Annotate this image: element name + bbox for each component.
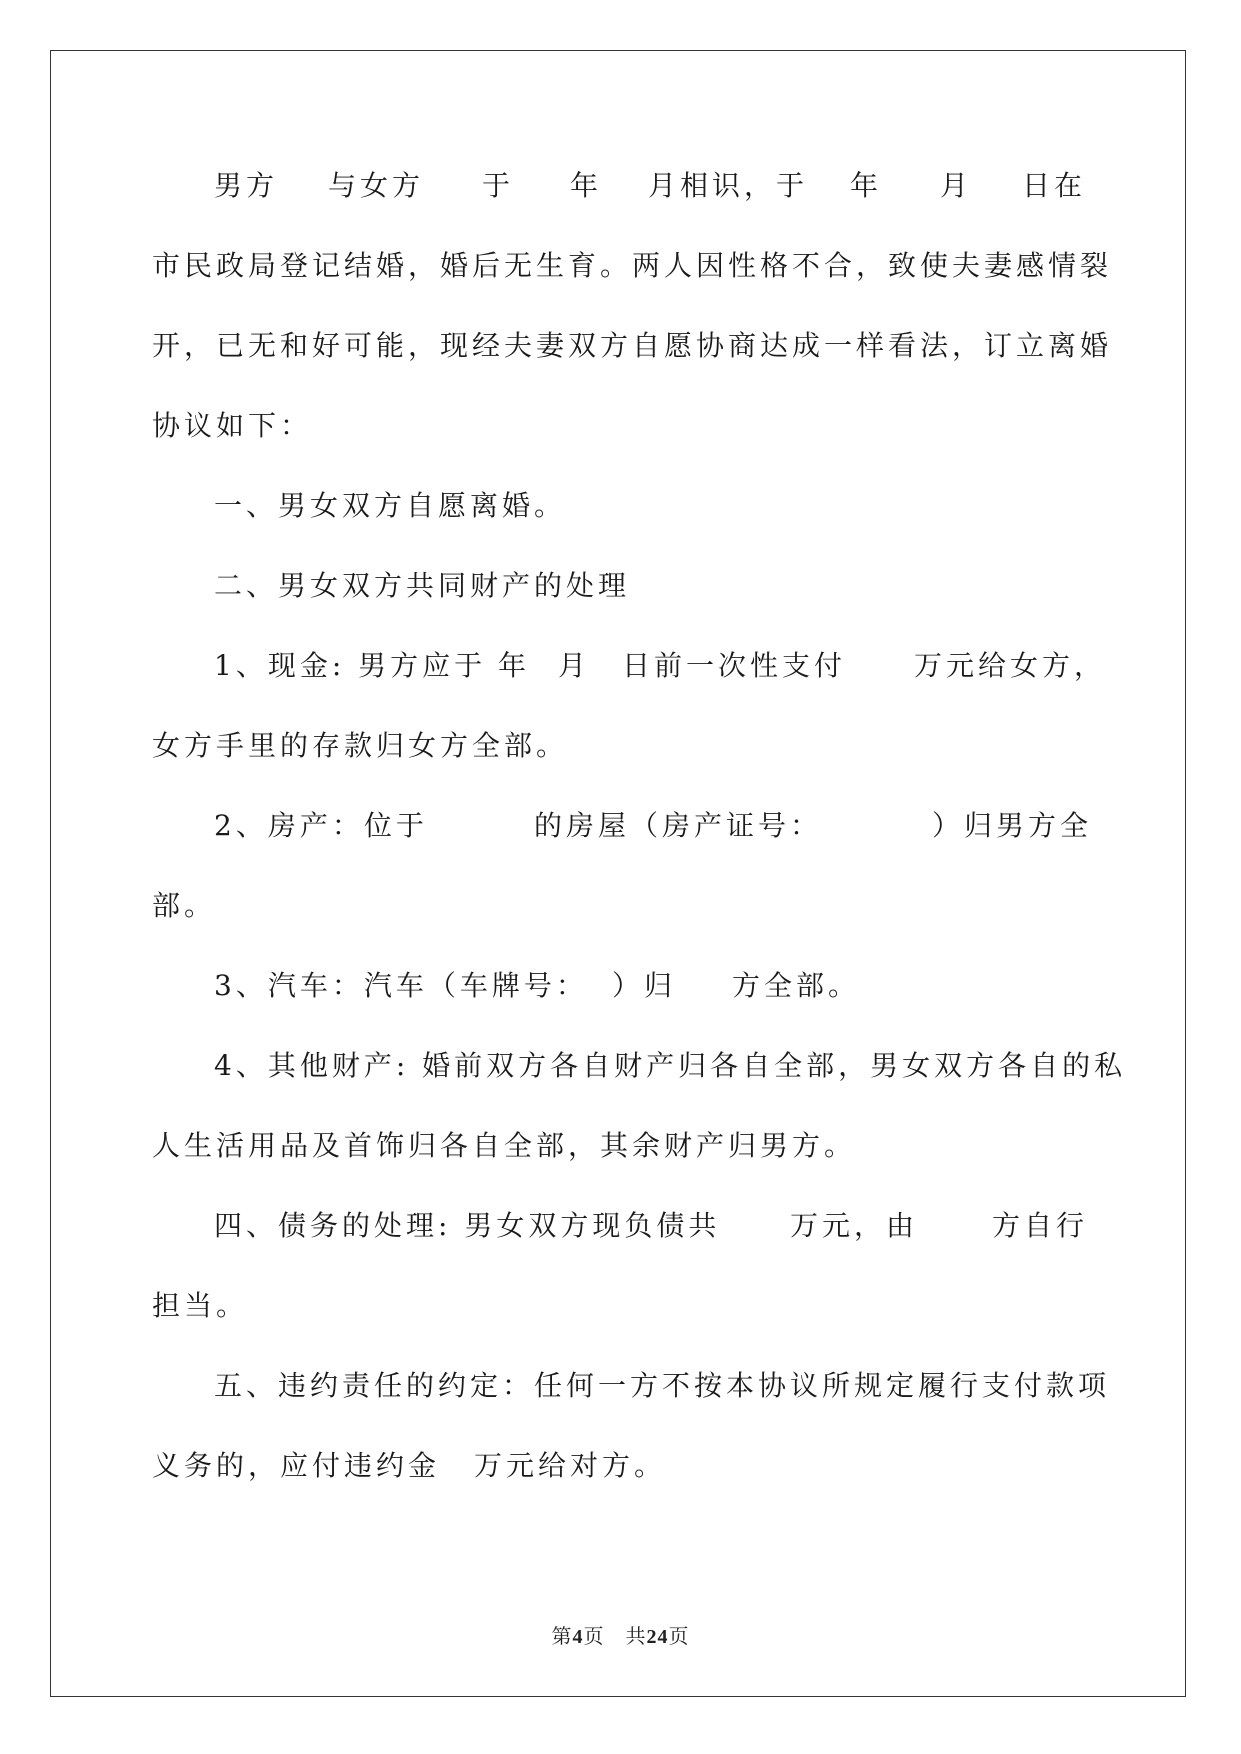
text-segment: 月相识，于: [648, 169, 809, 202]
clause-2-car: [152, 960, 1084, 1040]
text-segment: 方全部。: [732, 969, 861, 1002]
text-segment: 万元，由: [790, 1209, 919, 1242]
text-segment: ）归男方全: [932, 809, 1093, 842]
clause-2-heading: [152, 560, 1084, 640]
text-segment: 2、房产：位于: [214, 809, 428, 842]
text-segment: ）归: [612, 969, 677, 1002]
text-segment: 女方手里的存款归女方全部。: [152, 729, 569, 762]
text-segment: 万元给女方，: [914, 649, 1107, 682]
clause-2-other-line-2: [152, 1120, 1084, 1200]
text-segment: 1、现金: 男方应于: [214, 649, 487, 682]
total-page-count: 24: [646, 1626, 669, 1648]
text-segment: 月: [940, 169, 973, 202]
text-segment: 与女方: [328, 169, 425, 202]
text-segment: 4、其他财产: 婚前双方各自财产归各自全部，男女双方各自的私: [214, 1049, 1127, 1082]
text-segment: 四、债务的处理: 男女双方现负债共: [214, 1209, 721, 1242]
text-segment: 男方: [214, 169, 279, 202]
footer-prefix: 第: [551, 1626, 573, 1648]
clause-4-line-1: [152, 1200, 1089, 1280]
text-segment: 义务的，应付违约金: [152, 1449, 441, 1482]
clause-5-line-2: [152, 1440, 1084, 1520]
paragraph-intro-line-4: [152, 400, 1084, 480]
clause-2-cash-line-2: [152, 720, 1084, 800]
paragraph-intro-line-3: [152, 320, 1113, 400]
clause-2-house-line-2: [152, 880, 1084, 960]
current-page-number: 4: [572, 1626, 584, 1648]
text-segment: 人生活用品及首饰归各自全部，其余财产归男方。: [152, 1129, 857, 1162]
clause-4-line-2: [152, 1280, 1084, 1360]
clause-2-cash-line-1: [152, 640, 1107, 720]
text-segment: 的房屋（房产证号：: [534, 809, 823, 842]
document-body: [152, 160, 1127, 1520]
text-segment: 月: [558, 649, 591, 682]
text-segment: 市民政局登记结婚，婚后无生育。两人因性格不合，致使夫妻感情裂: [152, 249, 1113, 282]
paragraph-intro-line-1: [152, 160, 1087, 240]
text-segment: 年: [850, 169, 883, 202]
text-segment: 年: [498, 649, 531, 682]
text-segment: 开，已无和好可能，现经夫妻双方自愿协商达成一样看法，订立离婚: [152, 329, 1113, 362]
text-segment: 日前一次性支付: [622, 649, 847, 682]
clause-2-other-line-1: [152, 1040, 1127, 1120]
text-segment: 部。: [152, 889, 217, 922]
text-segment: 于: [482, 169, 515, 202]
text-segment: 一、男女双方自愿离婚。: [214, 489, 567, 522]
text-segment: 二、男女双方共同财产的处理: [214, 569, 631, 602]
text-segment: 五、违约责任的约定：任何一方不按本协议所规定履行支付款项: [214, 1369, 1111, 1402]
clause-1: [152, 480, 1084, 560]
text-segment: 3、汽车：汽车（车牌号：: [214, 969, 588, 1002]
clause-5-line-1: [152, 1360, 1111, 1440]
text-segment: 担当。: [152, 1289, 249, 1322]
paragraph-intro-line-2: [152, 240, 1113, 320]
text-segment: 方自行: [992, 1209, 1089, 1242]
text-segment: 协议如下：: [152, 409, 313, 442]
text-segment: 万元给对方。: [474, 1449, 667, 1482]
text-segment: 年: [570, 169, 603, 202]
clause-2-house-line-1: [152, 800, 1093, 880]
footer-suffix: 页: [668, 1626, 690, 1648]
footer-mid: 页 共: [583, 1626, 647, 1648]
page-footer: [0, 1620, 1241, 1649]
text-segment: 日在: [1022, 169, 1087, 202]
